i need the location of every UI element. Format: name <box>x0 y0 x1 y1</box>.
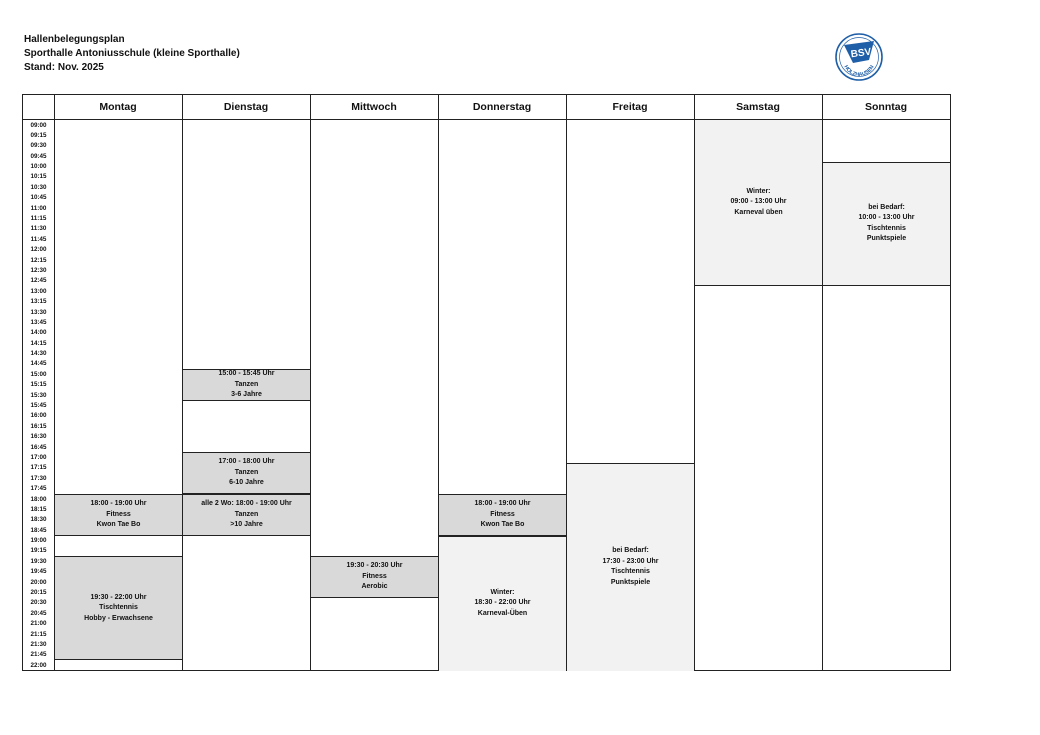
booking-block <box>695 120 822 286</box>
booking-block <box>567 463 694 671</box>
time-label: 10:15 <box>30 173 47 181</box>
time-label: 18:15 <box>30 505 47 513</box>
block-line: Tanzen <box>234 380 259 388</box>
block-line: 3-6 Jahre <box>231 391 262 399</box>
booking-block <box>55 556 182 660</box>
time-label: 13:45 <box>30 318 47 326</box>
header-divider <box>23 119 950 120</box>
time-label: 15:15 <box>30 381 47 389</box>
time-label: 13:15 <box>30 298 47 306</box>
club-seal-icon <box>835 33 883 81</box>
block-line: alle 2 Wo: 18:00 - 19:00 Uhr <box>201 500 292 508</box>
block-line: Aerobic <box>361 583 388 591</box>
time-label: 16:45 <box>30 443 47 451</box>
time-label: 14:00 <box>30 329 47 337</box>
time-label: 09:00 <box>30 121 47 129</box>
block-line: 18:00 - 19:00 Uhr <box>474 500 531 508</box>
block-line: Tischtennis <box>611 568 650 576</box>
time-label: 21:30 <box>30 641 47 648</box>
block-line: 17:30 - 23:00 Uhr <box>602 557 659 565</box>
hall-name: Sporthalle Antoniusschule (kleine Sporthalle) <box>24 48 240 59</box>
block-line: Kwon Tae Bo <box>96 521 141 529</box>
time-label: 09:45 <box>30 152 47 160</box>
block-line: 15:00 - 15:45 Uhr <box>218 370 275 378</box>
time-label: 15:30 <box>30 391 47 399</box>
time-label: 11:30 <box>30 225 47 233</box>
time-label: 14:45 <box>30 360 47 368</box>
time-label: 21:15 <box>30 630 47 638</box>
block-line: Punktspiele <box>610 578 651 586</box>
block-line: Hobby - Erwachsene <box>84 614 153 622</box>
plan-title: Hallenbelegungsplan <box>24 34 125 45</box>
block-line: 19:30 - 20:30 Uhr <box>346 562 403 570</box>
booking-block <box>439 494 566 536</box>
plan-date: Stand: Nov. 2025 <box>24 62 104 73</box>
time-label: 16:15 <box>30 422 47 430</box>
time-label: 19:30 <box>30 557 47 565</box>
time-label: 22:00 <box>30 661 47 669</box>
column-divider <box>54 95 55 670</box>
block-line: >10 Jahre <box>230 521 263 529</box>
time-label: 10:30 <box>30 183 47 191</box>
time-label: 16:30 <box>30 433 47 441</box>
booking-block <box>311 556 438 598</box>
booking-block <box>823 162 950 287</box>
time-label: 17:00 <box>30 453 47 461</box>
day-header: Donnerstag <box>472 101 532 113</box>
block-line: Tischtennis <box>867 224 906 232</box>
booking-block <box>183 369 310 400</box>
time-label: 17:30 <box>30 474 47 482</box>
schedule-table <box>22 94 951 671</box>
time-label: 21:00 <box>30 620 47 628</box>
time-label: 18:30 <box>30 516 47 524</box>
page-header <box>24 33 240 75</box>
block-line: 6-10 Jahre <box>229 479 264 487</box>
block-line: 17:00 - 18:00 Uhr <box>218 458 275 466</box>
block-line: 19:30 - 22:00 Uhr <box>90 593 147 601</box>
time-label: 21:45 <box>30 651 47 659</box>
block-line: Punktspiele <box>866 235 907 243</box>
day-header: Samstag <box>736 101 780 113</box>
time-label: 10:45 <box>30 194 47 202</box>
time-label: 19:00 <box>30 537 47 545</box>
time-label: 17:45 <box>30 485 47 493</box>
block-line: 18:30 - 22:00 Uhr <box>474 599 531 607</box>
time-label: 19:45 <box>30 568 47 576</box>
time-label: 11:15 <box>30 215 47 222</box>
day-header: Freitag <box>612 101 648 113</box>
time-label: 12:00 <box>30 246 47 254</box>
block-line: bei Bedarf: <box>612 547 649 555</box>
block-line: Tanzen <box>234 510 259 518</box>
block-line: Karneval-Üben <box>477 609 528 617</box>
time-label: 20:45 <box>30 609 47 617</box>
day-header: Montag <box>99 101 137 113</box>
block-line: Fitness <box>362 572 387 580</box>
booking-block <box>55 494 182 536</box>
time-label: 14:30 <box>30 350 47 358</box>
block-line: bei Bedarf: <box>868 203 905 211</box>
time-label: 17:15 <box>30 464 47 472</box>
column-divider <box>822 95 823 670</box>
block-line: Fitness <box>106 510 131 518</box>
block-line: Karneval üben <box>734 208 783 216</box>
booking-block <box>439 536 566 671</box>
time-label: 20:15 <box>30 589 47 597</box>
block-line: 18:00 - 19:00 Uhr <box>90 500 147 508</box>
time-label: 12:30 <box>30 266 47 274</box>
time-label: 14:15 <box>30 339 47 347</box>
block-line: Kwon Tae Bo <box>480 521 525 529</box>
block-line: Winter: <box>490 588 515 596</box>
block-line: 09:00 - 13:00 Uhr <box>730 198 787 206</box>
time-label: 13:30 <box>30 308 47 316</box>
logo-text-bottom: HOLZHAUSEN <box>842 64 876 79</box>
time-label: 20:30 <box>30 599 47 607</box>
time-label: 18:00 <box>30 495 47 503</box>
logo-text-top: BSV <box>850 46 873 61</box>
column-divider <box>182 95 183 670</box>
day-header: Dienstag <box>223 101 269 113</box>
time-label: 13:00 <box>30 287 47 295</box>
time-label: 11:45 <box>30 235 47 243</box>
booking-block <box>183 494 310 536</box>
time-label: 12:45 <box>30 277 47 285</box>
day-header: Sonntag <box>865 101 907 113</box>
booking-block <box>183 452 310 494</box>
column-divider <box>438 95 439 670</box>
block-line: Winter: <box>746 187 771 195</box>
time-label: 09:15 <box>30 131 47 139</box>
time-label: 15:45 <box>30 402 47 410</box>
time-label: 10:00 <box>30 163 47 171</box>
day-header: Mittwoch <box>351 101 397 113</box>
block-line: Tischtennis <box>99 604 138 612</box>
time-label: 20:00 <box>30 578 47 586</box>
column-divider <box>694 95 695 670</box>
time-label: 09:30 <box>30 142 47 150</box>
time-label: 19:15 <box>30 547 47 555</box>
time-label: 12:15 <box>30 256 47 264</box>
time-label: 11:00 <box>30 204 47 212</box>
column-divider <box>566 95 567 670</box>
block-line: 10:00 - 13:00 Uhr <box>858 214 915 222</box>
time-label: 16:00 <box>30 412 47 420</box>
column-divider <box>310 95 311 670</box>
time-label: 18:45 <box>30 526 47 534</box>
block-line: Fitness <box>490 510 515 518</box>
time-label: 15:00 <box>30 370 47 378</box>
block-line: Tanzen <box>234 468 259 476</box>
